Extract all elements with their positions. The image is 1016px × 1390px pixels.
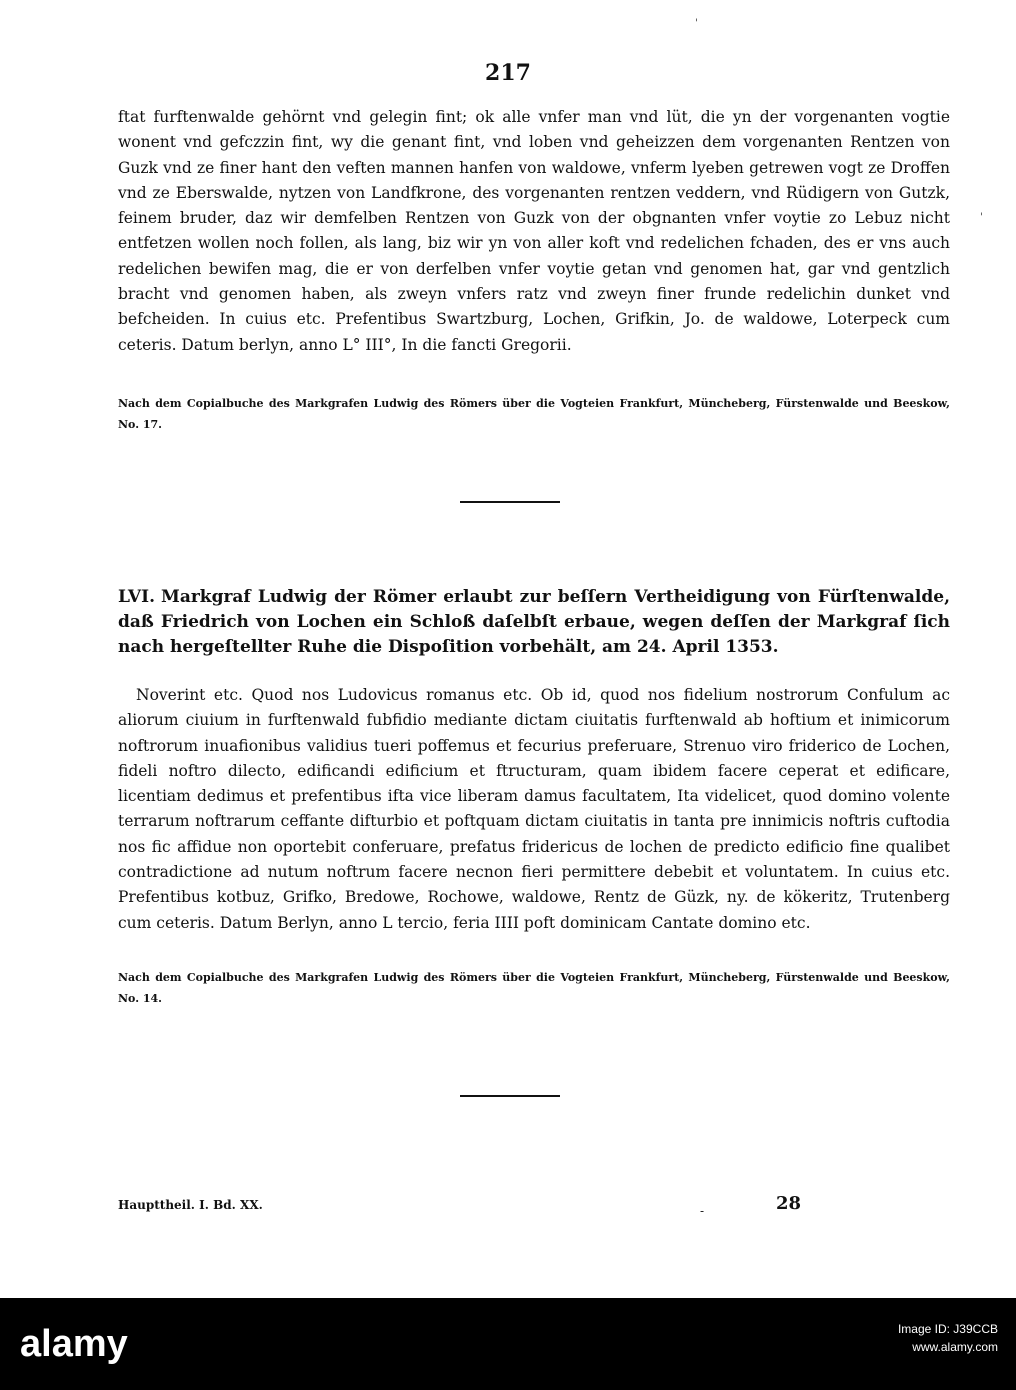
document-heading: Markgraf Ludwig der Römer erlaubt zur beſſern Vertheidigung von Fürſtenwalde, daß Friedrich von Lochen ein Schloß daſelbſt erbaue, wegen deſſen der Markgraf ſich nach hergeſtellter Ruhe die Dispoſition vorbehält, am 24. April 1353. xyxy=(118,587,950,657)
stock-watermark-bar xyxy=(0,1298,1016,1390)
section-divider-rule xyxy=(460,501,560,503)
top-speck-mark: ' xyxy=(695,18,698,29)
source-note-2: Nach dem Copialbuche des Markgrafen Ludwig des Römers über die Vogteien Frankfurt, Müncheberg, Fürstenwalde und Beeskow, No. 14. xyxy=(118,971,950,1005)
alamy-logo-text: alamy xyxy=(20,1323,128,1365)
alamy-logo xyxy=(20,1316,130,1372)
watermark-image-id xyxy=(812,1320,998,1356)
document-number: LVI. xyxy=(118,587,155,607)
document-paragraph: Noverint etc. Quod nos Ludovicus romanus etc. Ob id, quod nos fidelium nostrorum Confulum ac aliorum ciuium in furftenwald fubfidio mediante dictam ciuitatis furftenwald ab hoftium et inimicorum noftrorum inuafionibus validius tueri poffemus et fecurius preferuare, Strenuo viro friderico de Lochen, fideli noftro dilecto, edificandi edificium et ftructuram, quam ibidem facere ceperat et edificare, licentiam dedimus et prefentibus ifta vice liberam damus facultatem, Ita videlicet, quod domino volente terrarum noftrarum ceffante difturbio et poftquam dictam ciuitatis in tanta pre innimicis noftris cuftodia nos fic affidue non oportebit conferuare, prefatus fridericus de lochen de predicto edificio fine qualibet contradictione ad nutum noftrum facere necnon fieri permittere debebit et voluntatem. In cuius etc. Prefentibus kotbuz, Grifko, Bredowe, Rochowe, waldowe, Rentz de Güzk, ny. de kökeritz, Trutenberg cum ceteris. Datum Berlyn, anno L tercio, feria IIII poft dominicam Cantate domino etc. xyxy=(118,686,950,932)
image-id-text: Image ID: J39CCB xyxy=(897,1322,998,1336)
footer-signature-number: 28 xyxy=(776,1193,802,1214)
source-note-1: Nach dem Copialbuche des Markgrafen Ludwig des Römers über die Vogteien Frankfurt, Müncheberg, Fürstenwalde und Beeskow, No. 17. xyxy=(118,397,950,431)
closing-divider-rule xyxy=(460,1095,560,1097)
document-heading-block xyxy=(118,585,950,660)
side-speck-mark: ' xyxy=(980,212,983,223)
footer-dash: - xyxy=(700,1204,705,1218)
page-number: 217 xyxy=(485,60,531,86)
site-url-text: www.alamy.com xyxy=(912,1340,998,1354)
footer-volume-reference: Haupttheil. I. Bd. XX. xyxy=(118,1198,263,1212)
continuation-paragraph: ftat furftenwalde gehörnt vnd gelegin fint; ok alle vnfer man vnd lüt, die yn der vorgenanten vogtie wonent vnd gefczzin fint, wy die genant fint, vnd loben vnd geheizzen dem vorgenanten Rentzen von Guzk vnd ze finer hant den veften mannen hanfen von waldowe, vnferm lyeben getrewen vogt ze Droffen vnd ze Eberswalde, nytzen von Landfkrone, des vorgenanten rentzen veddern, vnd Rüdigern von Gutzk, feinem bruder, daz wir demfelben Rentzen von Guzk von der obgnanten vnfer voytie zo Lebuz nicht entfetzen wollen noch follen, als lang, biz wir yn von aller koft vnd redelichen fchaden, des er vns auch redelichen bewifen mag, die er von derfelben vnfer voytie getan vnd genomen hat, gar vnd gentzlich bracht vnd genomen haben, als zweyn vnfers ratz vnd zweyn finer frunde redelichin dunket vnd befcheiden. In cuius etc. Prefentibus Swartzburg, Lochen, Grifkin, Jo. de waldowe, Loterpeck cum ceteris. Datum berlyn, anno L° III°, In die fancti Gregorii. xyxy=(118,108,950,354)
